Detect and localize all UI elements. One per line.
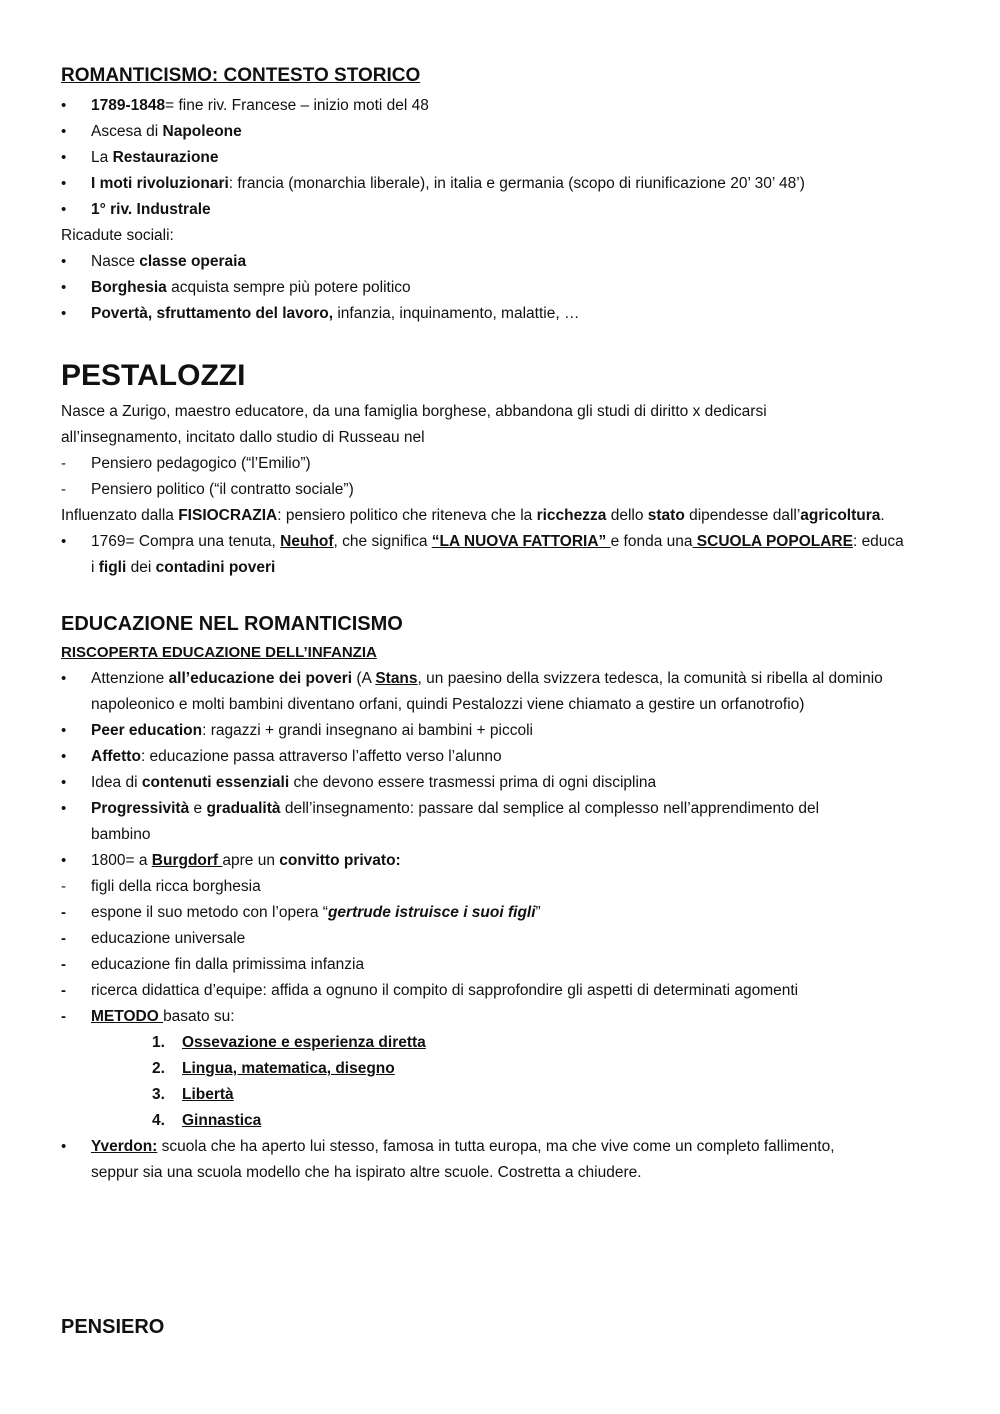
bullet-marker: [61, 721, 75, 741]
list-item-metodo: METODO basato su:: [91, 1008, 235, 1025]
bullet-marker: [61, 200, 75, 220]
list-item-poveri: Attenzione all’educazione dei poveri (A Stans, un paesino della svizzera tedesca, la comunità si ribella al dominio: [91, 670, 883, 687]
section-title-contesto: ROMANTICISMO: CONTESTO STORICO: [61, 65, 421, 86]
subheading-riscoperta: RISCOPERTA EDUCAZIONE DELL’INFANZIA: [61, 644, 377, 661]
list-item-universale: educazione universale: [91, 930, 246, 947]
list-item-infanzia: educazione fin dalla primissima infanzia: [91, 956, 365, 973]
list-item-yverdon-cont: seppur sia una scuola modello che ha ispirato altre scuole. Costretta a chiudere.: [91, 1164, 642, 1181]
method-item: Libertà: [182, 1086, 234, 1103]
section-title-pestalozzi: PESTALOZZI: [61, 359, 246, 392]
bullet-marker: [61, 851, 75, 871]
bullet-marker: [61, 532, 75, 552]
dash-marker: [61, 1007, 75, 1027]
list-item-ricca-borghesia: figli della ricca borghesia: [91, 878, 261, 895]
dash-marker: [61, 877, 75, 897]
dash-marker: [61, 981, 75, 1001]
list-item-pensiero-pedagogico: Pensiero pedagogico (“l’Emilio”): [91, 455, 311, 472]
method-number: 3.: [152, 1086, 165, 1103]
list-item-neuhof: 1769= Compra una tenuta, Neuhof, che significa “LA NUOVA FATTORIA” e fonda una SCUOLA POPOLARE: educa: [91, 533, 904, 550]
list-item-affetto: Affetto: educazione passa attraverso l’affetto verso l’alunno: [91, 748, 502, 765]
list-item-gertrude: espone il suo metodo con l’opera “gertrude istruisce i suoi figli”: [91, 904, 541, 921]
dash-marker: [61, 955, 75, 975]
list-item-poverta: Povertà, sfruttamento del lavoro, infanzia, inquinamento, malattie, …: [91, 305, 580, 322]
list-item-burgdorf: 1800= a Burgdorf apre un convitto privato:: [91, 852, 401, 869]
bullet-marker: [61, 122, 75, 142]
list-item-classe-operaia: Nasce classe operaia: [91, 253, 247, 270]
section-title-educazione: EDUCAZIONE NEL ROMANTICISMO: [61, 613, 403, 635]
bullet-marker: [61, 799, 75, 819]
dash-marker: [61, 480, 75, 500]
list-item-progressivita-cont: bambino: [91, 826, 151, 843]
bullet-marker: [61, 747, 75, 767]
section-title-pensiero: PENSIERO: [61, 1316, 165, 1338]
paragraph-line: all’insegnamento, incitato dallo studio di Russeau nel: [61, 429, 425, 446]
bullet-marker: [61, 773, 75, 793]
list-item-pensiero-politico: Pensiero politico (“il contratto sociale”): [91, 481, 354, 498]
bullet-marker: [61, 304, 75, 324]
list-item-dates: 1789-1848= fine riv. Francese – inizio moti del 48: [91, 97, 429, 114]
dash-marker: [61, 454, 75, 474]
method-item: Ossevazione e esperienza diretta: [182, 1034, 426, 1051]
bullet-marker: [61, 278, 75, 298]
bullet-marker: [61, 669, 75, 689]
bullet-marker: [61, 252, 75, 272]
bullet-marker: [61, 1137, 75, 1157]
bullet-marker: [61, 96, 75, 116]
dash-marker: [61, 929, 75, 949]
subheading-ricadute: Ricadute sociali:: [61, 227, 174, 244]
list-item-poveri-cont: napoleonico e molti bambini diventano orfani, quindi Pestalozzi viene chiamato a gestire un orfanotrofio): [91, 696, 805, 713]
list-item-neuhof-cont: i figli dei contadini poveri: [91, 559, 276, 576]
method-number: 1.: [152, 1034, 165, 1051]
method-number: 2.: [152, 1060, 165, 1077]
list-item-progressivita: Progressività e gradualità dell’insegnamento: passare dal semplice al complesso nell’apprendimento del: [91, 800, 820, 817]
bullet-marker: [61, 148, 75, 168]
list-item-industriale: 1° riv. Industrale: [91, 201, 211, 218]
list-item-equipe: ricerca didattica d’equipe: affida a ognuno il compito di sapprofondire gli aspetti di determinati agomenti: [91, 982, 799, 999]
list-item-moti: I moti rivoluzionari: francia (monarchia liberale), in italia e germania (scopo di riunificazione 20’ 30’ 48’): [91, 175, 805, 192]
method-number: 4.: [152, 1112, 165, 1129]
method-item: Lingua, matematica, disegno: [182, 1060, 395, 1077]
method-item: Ginnastica: [182, 1112, 262, 1129]
list-item-napoleone: Ascesa di Napoleone: [91, 123, 242, 140]
paragraph-fisiocrazia: Influenzato dalla FISIOCRAZIA: pensiero politico che riteneva che la ricchezza dello stato dipendesse dall’agricoltura.: [61, 507, 885, 524]
paragraph-line: Nasce a Zurigo, maestro educatore, da una famiglia borghese, abbandona gli studi di diritto x dedicarsi: [61, 403, 767, 420]
dash-marker: [61, 903, 75, 923]
list-item-borghesia: Borghesia acquista sempre più potere politico: [91, 279, 411, 296]
list-item-peer-education: Peer education: ragazzi + grandi insegnano ai bambini + piccoli: [91, 722, 533, 739]
list-item-restaurazione: La Restaurazione: [91, 149, 219, 166]
bullet-marker: [61, 174, 75, 194]
list-item-yverdon: Yverdon: scuola che ha aperto lui stesso, famosa in tutta europa, ma che vive come un completo fallimento,: [91, 1138, 835, 1155]
list-item-contenuti: Idea di contenuti essenziali che devono essere trasmessi prima di ogni disciplina: [91, 774, 657, 791]
